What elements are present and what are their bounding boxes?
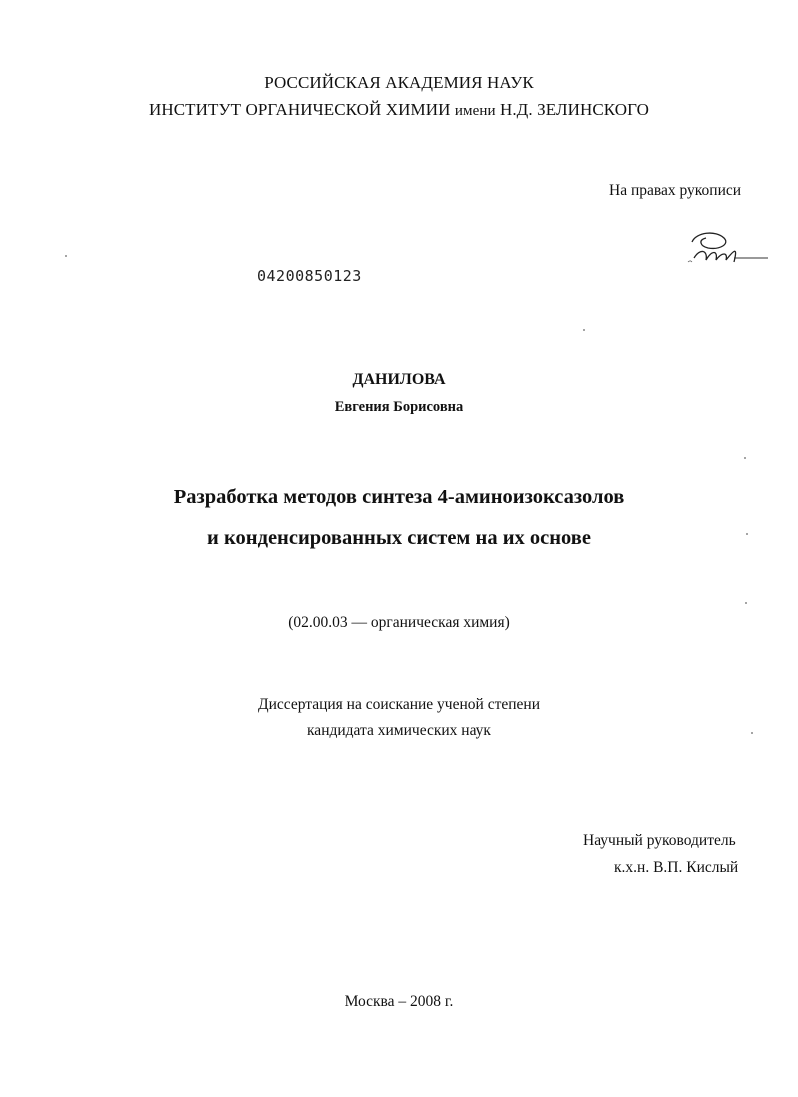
author-surname: ДАНИЛОВА <box>352 371 446 388</box>
handwritten-signature <box>686 228 770 270</box>
institute-namesake: Н.Д. ЗЕЛИНСКОГО <box>499 100 650 119</box>
institute-name-connector: имени <box>454 103 496 119</box>
author-given-names: Евгения Борисовна <box>334 399 464 415</box>
scan-speck <box>745 602 747 604</box>
institute-name: ИНСТИТУТ ОРГАНИЧЕСКОЙ ХИМИИ <box>148 100 451 119</box>
scan-speck <box>751 732 753 734</box>
manuscript-note: На правах рукописи <box>609 182 742 199</box>
city-year-footer: Москва – 2008 г. <box>344 993 454 1010</box>
scan-speck <box>744 457 746 459</box>
degree-line-2: кандидата химических наук <box>307 722 491 739</box>
scan-speck <box>746 533 748 535</box>
supervisor-label: Научный руководитель <box>583 832 736 849</box>
academy-heading: РОССИЙСКАЯ АКАДЕМИЯ НАУК <box>264 73 534 92</box>
registration-code: 04200850123 <box>257 267 362 285</box>
dissertation-title-line-1: Разработка методов синтеза 4-аминоизоксазолов <box>173 486 625 508</box>
scan-speck <box>65 255 67 257</box>
supervisor-name: к.х.н. В.П. Кислый <box>614 859 739 876</box>
specialty-code: (02.00.03 — органическая химия) <box>288 614 510 631</box>
degree-line-1: Диссертация на соискание ученой степени <box>258 696 540 713</box>
scan-speck <box>583 329 585 331</box>
institute-heading <box>0 100 798 120</box>
dissertation-title-line-2: и конденсированных систем на их основе <box>207 527 591 549</box>
